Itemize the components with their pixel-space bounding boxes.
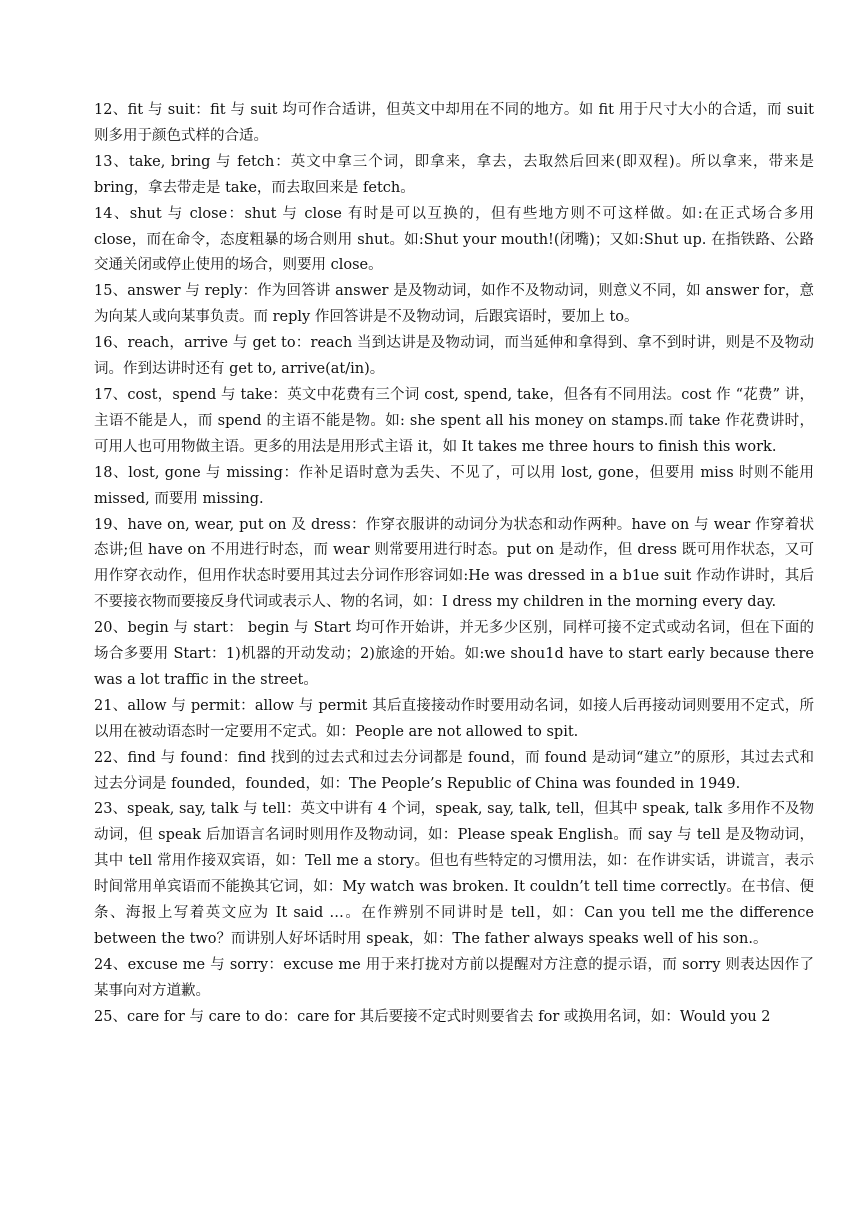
paragraph-23-speak-say-talk-tell: 23、speak, say, talk 与 tell：英文中讲有 4 个词，speak, say, talk, tell，但其中 speak, talk 多用作不及物动词，但 speak 后加语言名词时则用作及物动词，如：Please speak English。而 say 与 tell 是及物动词，其中 tell 常用作接双宾语，如：Tell me a story。但也有些特定的习惯用法，如：在作讲实话，讲谎言，表示时间常用单宾语而不能换其它词，如：My watch was broken. It couldn’t tell time correctly。在书信、便条、海报上写着英文应为 It said …。在作辨别不同讲时是 tell，如：Can you tell me the difference between the two？而讲别人好坏话时用 speak，如：The father always speaks well of his son.。 — [94, 801, 814, 947]
paragraph-24-excuse-me-sorry: 24、excuse me 与 sorry：excuse me 用于来打拢对方前以提醒对方注意的提示语，而 sorry 则表达因作了某事向对方道歉。 — [94, 956, 814, 999]
paragraph-21-allow-permit: 21、allow 与 permit：allow 与 permit 其后直接接动作时要用动名词，如接人后再接动词则要用不定式，所以用在被动语态时一定要用不定式。如：People are not allowed to spit. — [94, 697, 814, 740]
paragraph-18-lost-gone-missing: 18、lost, gone 与 missing：作补足语时意为丢失、不见了，可以用 lost, gone，但要用 miss 时则不能用 missed, 而要用 missing. — [94, 464, 814, 507]
paragraph-14-shut-close: 14、shut 与 close：shut 与 close 有时是可以互换的，但有些地方则不可这样做。如:在正式场合多用 close，而在命令，态度粗暴的场合则用 shut。如:Shut your mouth!(闭嘴)；又如:Shut up. 在指铁路、公路交通关闭或停止使用的场合，则要用 close。 — [94, 205, 814, 274]
paragraph-22-find-found: 22、find 与 found：find 找到的过去式和过去分词都是 found，而 found 是动词“建立”的原形，其过去式和过去分词是 founded，founded，如：The People’s Republic of China was founded in 1949. — [94, 749, 814, 792]
paragraph-20-begin-start: 20、begin 与 start： begin 与 Start 均可作开始讲，并无多少区别，同样可接不定式或动名词，但在下面的场合多要用 Start：1)机器的开动发动；2)旅途的开始。如:we shou1d have to start early because there was a lot traffic in the street。 — [94, 620, 814, 688]
paragraph-17-cost-spend-take: 17、cost，spend 与 take：英文中花费有三个词 cost, spend, take，但各有不同用法。cost 作 “花费” 讲，主语不能是人，而 spend 的主语不能是物。如: she spent all his money on stamps.而 take 作花费讲时，可用人也可用物做主语。更多的用法是用形式主语 it，如 It takes me three hours to finish this work. — [94, 386, 814, 455]
paragraph-25-care-for-care-to-do: 25、care for 与 care to do：care for 其后要接不定式时则要省去 for 或换用名词，如：Would you 2 — [94, 1008, 771, 1025]
paragraph-12-fit-suit: 12、fit 与 suit：fit 与 suit 均可作合适讲，但英文中却用在不同的地方。如 fit 用于尺寸大小的合适，而 suit 则多用于颜色式样的合适。 — [94, 102, 814, 144]
paragraph-15-answer-reply: 15、answer 与 reply：作为回答讲 answer 是及物动词，如作不及物动词，则意义不同，如 answer for，意为向某人或向某事负责。而 reply 作回答讲是不及物动词，后跟宾语时，要加上 to。 — [94, 283, 814, 326]
document-page — [94, 98, 814, 1031]
paragraph-13-take-bring-fetch: 13、take, bring 与 fetch：英文中拿三个词，即拿来，拿去，去取然后回来(即双程)。所以拿来，带来是 bring，拿去带走是 take，而去取回来是 fetch。 — [94, 153, 814, 196]
paragraph-16-reach-arrive-get-to: 16、reach，arrive 与 get to：reach 当到达讲是及物动词，而当延伸和拿得到、拿不到时讲，则是不及物动词。作到达讲时还有 get to, arrive(at/in)。 — [94, 335, 814, 378]
paragraph-19-have-on-wear-put-on-dress: 19、have on, wear, put on 及 dress：作穿衣服讲的动词分为状态和动作两种。have on 与 wear 作穿着状态讲;但 have on 不用进行时态，而 wear 则常要用进行时态。put on 是动作，但 dress 既可用作状态，又可用作穿衣动作，但用作状态时要用其过去分词作形容词如:He was dressed in a b1ue suit 作动作讲时，其后不要接衣物而要接反身代词或表示人、物的名词，如：I dress my children in the morning every day. — [94, 516, 814, 611]
